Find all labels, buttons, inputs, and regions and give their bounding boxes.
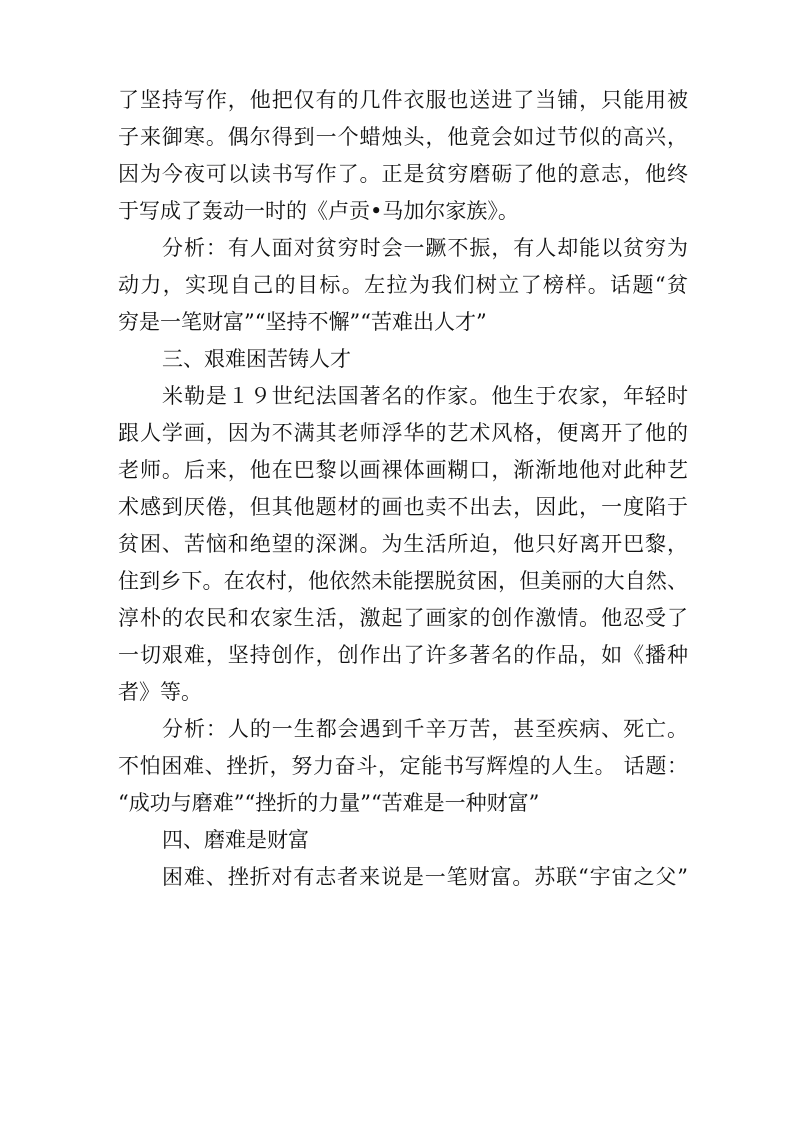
text-line: 老师。后来，他在巴黎以画裸体画糊口，渐渐地他对此种艺 bbox=[118, 458, 688, 482]
text-line: 者》等。 bbox=[118, 680, 202, 704]
text-line: 淳朴的农民和农家生活，激起了画家的创作激情。他忍受了 bbox=[118, 606, 688, 630]
text-line: 了坚持写作，他把仅有的几件衣服也送进了当铺，只能用被 bbox=[118, 88, 688, 112]
text-line: 四、磨难是财富 bbox=[162, 828, 309, 852]
text-line: 因为今夜可以读书写作了。正是贫穷磨砺了他的意志，他终 bbox=[118, 162, 688, 186]
text-line: 动力，实现自己的目标。左拉为我们树立了榜样。话题“贫 bbox=[118, 273, 688, 297]
body-text bbox=[118, 82, 688, 896]
text-line: 三、艰难困苦铸人才 bbox=[162, 347, 351, 371]
text-line: 贫困、苦恼和绝望的深渊。为生活所迫，他只好离开巴黎， bbox=[118, 532, 688, 556]
text-line: 子来御寒。偶尔得到一个蜡烛头，他竟会如过节似的高兴， bbox=[118, 125, 688, 149]
text-line: 分析：人的一生都会遇到千辛万苦，甚至疾病、死亡。 bbox=[162, 717, 688, 741]
text-line: 一切艰难，坚持创作，创作出了许多著名的作品，如《播种 bbox=[118, 643, 688, 667]
text-line: 于写成了轰动一时的《卢贡•马加尔家族》。 bbox=[118, 199, 519, 223]
text-line: 米勒是１９世纪法国著名的作家。他生于农家，年轻时 bbox=[162, 384, 688, 408]
text-line: 穷是一笔财富”“坚持不懈”“苦难出人才” bbox=[118, 310, 487, 334]
text-line: 困难、挫折对有志者来说是一笔财富。苏联“宇宙之父” bbox=[162, 865, 688, 889]
text-line: 住到乡下。在农村，他依然未能摆脱贫困，但美丽的大自然、 bbox=[118, 569, 688, 593]
text-line: 分析：有人面对贫穷时会一蹶不振，有人却能以贫穷为 bbox=[162, 236, 688, 260]
text-line: 术感到厌倦，但其他题材的画也卖不出去，因此，一度陷于 bbox=[118, 495, 688, 519]
text-line: 不怕困难、挫折，努力奋斗，定能书写辉煌的人生。 话题： bbox=[118, 754, 688, 778]
text-line: “成功与磨难”“挫折的力量”“苦难是一种财富” bbox=[118, 791, 540, 815]
text-line: 跟人学画，因为不满其老师浮华的艺术风格，便离开了他的 bbox=[118, 421, 688, 445]
